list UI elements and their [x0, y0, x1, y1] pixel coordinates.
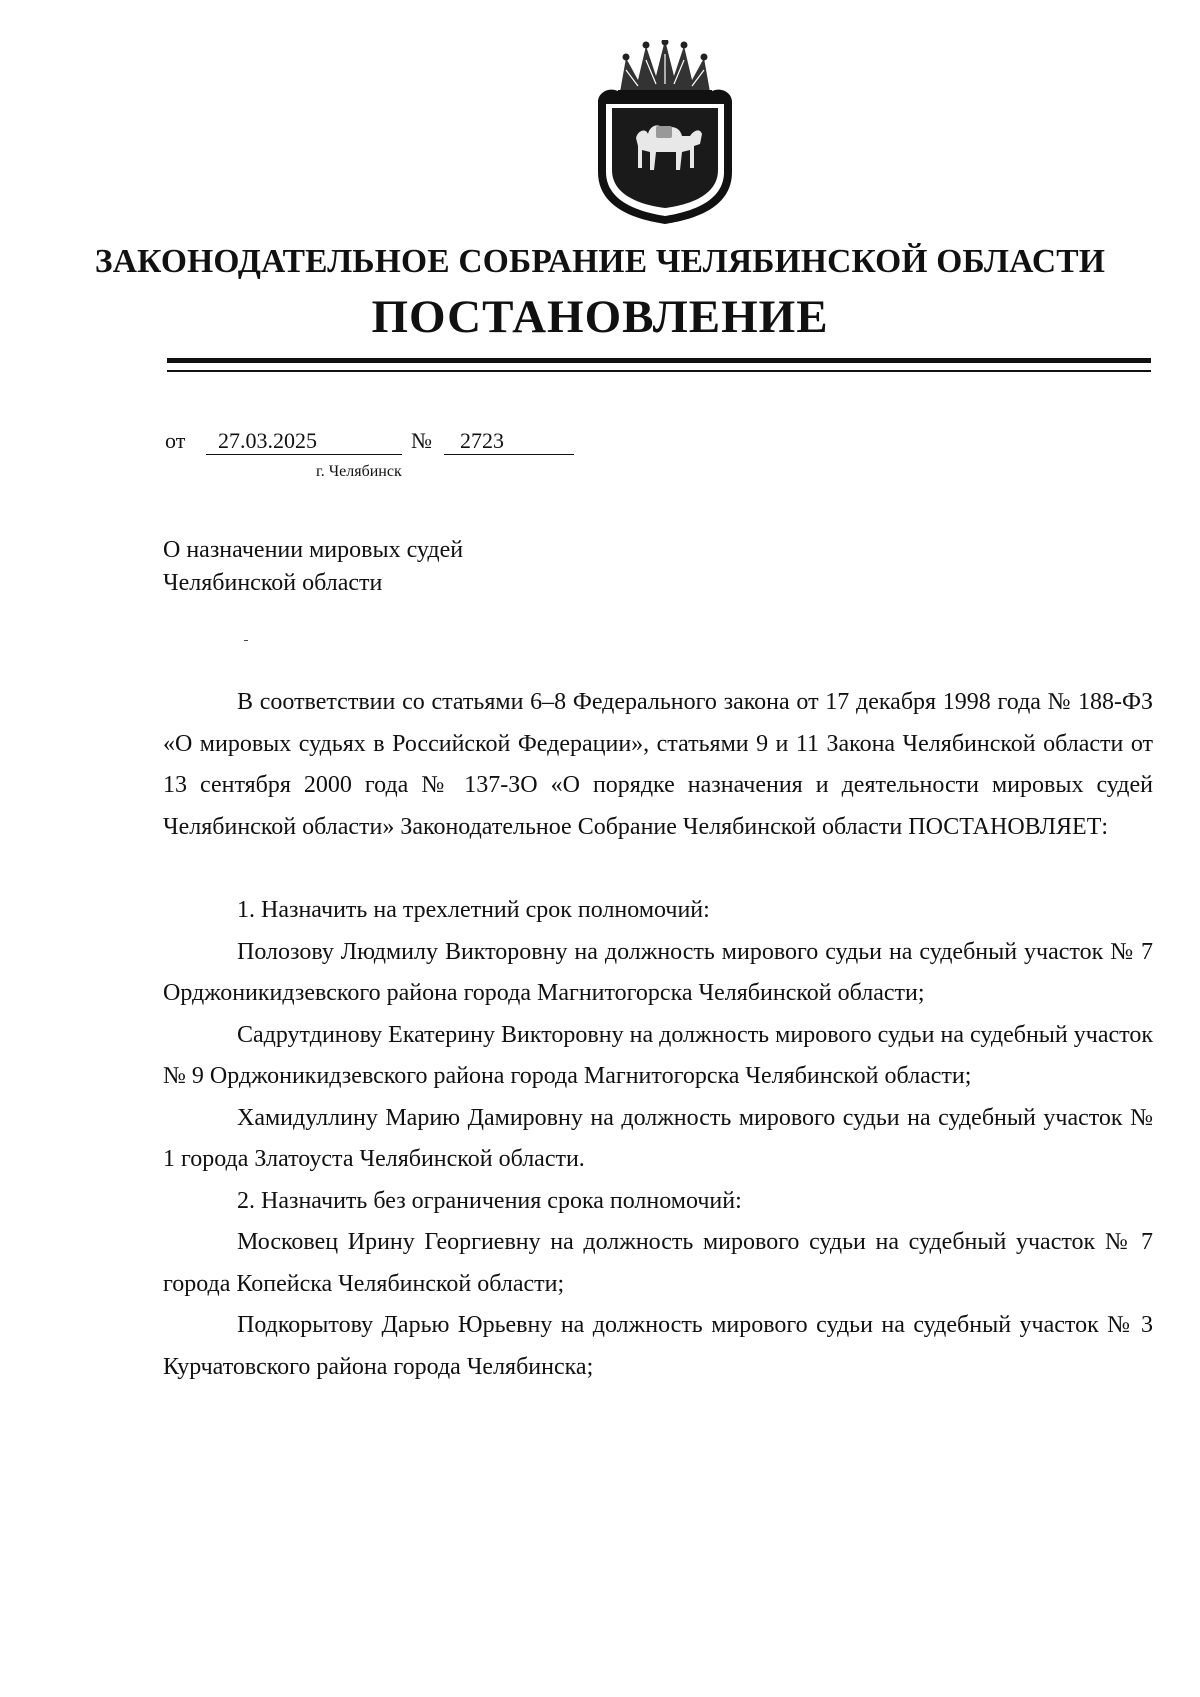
item-1-heading: 1. Назначить на трехлетний срок полномочий:: [237, 897, 710, 923]
document-type-title: ПОСТАНОВЛЕНИЕ: [371, 291, 829, 343]
crown-icon: [618, 40, 712, 97]
header-divider-thick: [167, 358, 1151, 363]
date-prefix-label: от: [165, 428, 186, 453]
shield-icon: [612, 108, 718, 208]
preamble-paragraph: В соответствии со статьями 6–8 Федерального закона от 17 декабря 1998 года № 188-ФЗ «О мировых судьях в Российской Федерации», статьями 9 и 11 Закона Челябинской области от 13 сентября 2000 года № 137-ЗО «О порядке назначения и деятельности мировых судей Челябинской области» Законодательное Собрание Челябинской области ПОСТАНОВЛЯЕТ:: [163, 689, 1153, 840]
coat-of-arms-emblem: [590, 40, 740, 225]
item-1-entry: Садрутдинову Екатерину Викторовну на должность мирового судьи на судебный участок № 9 Орджоникидзевского района города Магнитогорска Челябинской области;: [163, 1021, 1153, 1089]
item-2-entry: Московец Ирину Георгиевну на должность мирового судьи на судебный участок № 7 города Копейска Челябинской области;: [163, 1229, 1153, 1297]
organization-title: ЗАКОНОДАТЕЛЬНОЕ СОБРАНИЕ ЧЕЛЯБИНСКОЙ ОБЛАСТИ: [94, 243, 1106, 280]
scan-mark: [244, 640, 248, 641]
item-2-entry: Подкорытову Дарью Юрьевну на должность мирового судьи на судебный участок № 3 Курчатовского района города Челябинска;: [163, 1312, 1153, 1380]
item-1-entry: Хамидуллину Марию Дамировну на должность мирового судьи на судебный участок № 1 города Златоуста Челябинской области.: [163, 1104, 1153, 1172]
bundle-icon: [656, 126, 672, 138]
document-subject: [163, 534, 463, 600]
document-date: 27.03.2025: [206, 428, 402, 455]
subject-line-2: Челябинской области: [163, 570, 383, 596]
item-1-entry: Полозову Людмилу Викторовну на должность мирового судьи на судебный участок № 7 Орджоникидзевского района города Магнитогорска Челябинской области;: [163, 938, 1153, 1006]
subject-line-1: О назначении мировых судей: [163, 537, 464, 563]
city-label: г. Челябинск: [316, 463, 402, 480]
document-body: [163, 682, 1153, 1388]
number-label: №: [411, 428, 432, 453]
header-divider-thin: [167, 370, 1151, 372]
item-2-heading: 2. Назначить без ограничения срока полномочий:: [237, 1187, 742, 1214]
document-number: 2723: [444, 428, 574, 455]
